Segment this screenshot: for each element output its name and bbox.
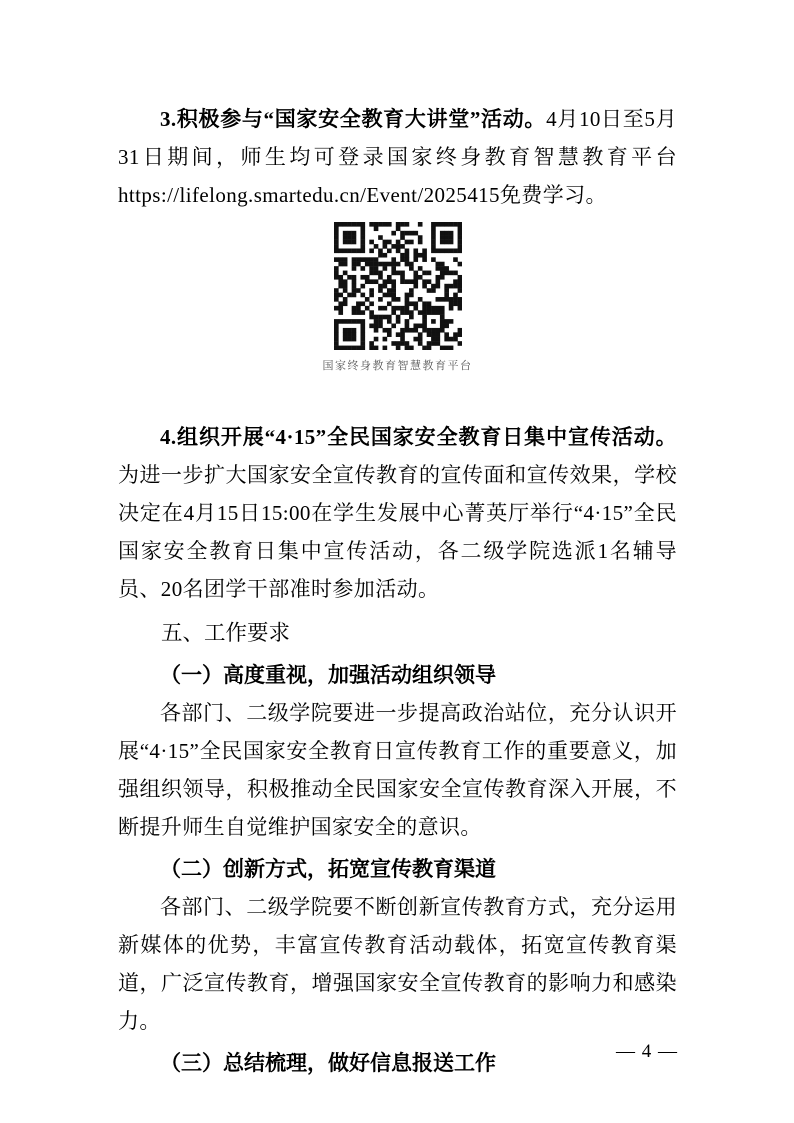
section-heading-5: 五、工作要求 [161,621,291,645]
qr-code-icon [334,222,462,350]
subsection-heading-1: （一）高度重视，加强活动组织领导 [160,663,496,687]
paragraph-3-body-text: 4月10日至5月31日期间，师生均可登录国家终身教育智慧教育平台 https://lifelong.smartedu.cn/Event/2025415免费学习。 [118,107,678,207]
subsection-2-body: 各部门、二级学院要不断创新宣传教育方式，充分运用新媒体的优势，丰富宣传教育活动载体，拓宽宣传教育渠道，广泛宣传教育，增强国家安全宣传教育的影响力和感染力。 [118,895,677,1033]
qr-caption: 国家终身教育智慧教育平台 [322,360,473,372]
paragraph-4-body-text: 为进一步扩大国家安全宣传教育的宣传面和宣传效果，学校决定在4月15日15:00在学生发展中心菁英厅举行“4·15”全民国家安全教育日集中宣传活动，各二级学院选派1名辅导员、20名团学干部准时参加活动。 [118,463,677,601]
qr-figure [118,222,677,374]
paragraph-item-4 [118,418,677,608]
paragraph-3-lead-bold: 3.积极参与“国家安全教育大讲堂”活动。 [160,107,547,131]
paragraph-4-lead-bold: 4.组织开展“4·15”全民国家安全教育日集中宣传活动。 [160,425,677,449]
document-content [118,100,677,1082]
subsection-heading-3: （三）总结梳理，做好信息报送工作 [160,1051,496,1075]
page-number: — 4 — [616,1041,678,1062]
subsection-1-body: 各部门、二级学院要进一步提高政治站位，充分认识开展“4·15”全民国家安全教育日宣传教育工作的重要意义，加强组织领导，积极推动全民国家安全宣传教育深入开展，不断提升师生自觉维护国家安全的意识。 [118,701,677,839]
paragraph-item-3 [118,100,677,214]
subsection-heading-2: （二）创新方式，拓宽宣传教育渠道 [160,857,496,881]
